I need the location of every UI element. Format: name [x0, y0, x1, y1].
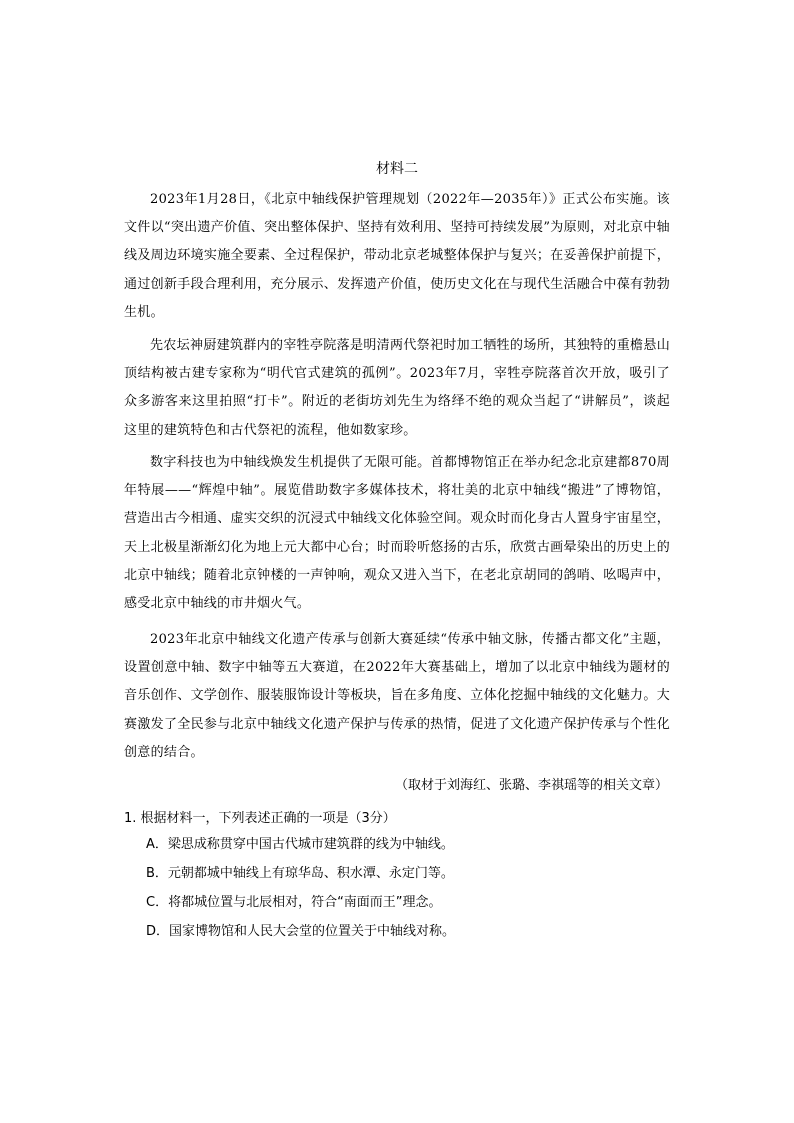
option-a: A．梁思成称贯穿中国古代城市建筑群的线为中轴线。 [146, 837, 454, 852]
material-title: 材料二 [376, 161, 418, 177]
option-c: C．将都城位置与北辰相对，符合“南面而王”理念。 [146, 895, 442, 910]
material-body [124, 186, 670, 327]
option-b: B．元朝都城中轴线上有琼华岛、积水潭、永定门等。 [146, 866, 454, 881]
source-citation: （取材于刘海红、张璐、李祺瑶等的相关文章） [394, 778, 668, 793]
paragraph-2: 先农坛神厨建筑群内的宰牲亭院落是明清两代祭祀时加工牺牲的场所，其独特的重檐悬山顶结构被古建专家称为“明代官式建筑的孤例”。2023年7月，宰牲亭院落首次开放，吸引了众多游客来这里拍照“打卡”。附近的老街坊刘先生为络绎不绝的观众当起了“讲解员”，谈起这里的建筑特色和古代祭祀的流程，他如数家珍。 [124, 338, 670, 438]
material-body-3 [124, 449, 670, 618]
material-body-2 [124, 332, 670, 445]
question-1 [124, 808, 684, 946]
material-body-4 [124, 626, 670, 767]
paragraph-4: 2023年北京中轴线文化遗产传承与创新大赛延续“传承中轴文脉，传播古都文化”主题，设置创意中轴、数字中轴等五大赛道，在2022年大赛基础上，增加了以北京中轴线为题材的音乐创作、文学创作、服装服饰设计等板块，旨在多角度、立体化挖掘中轴线的文化魅力。大赛激发了全民参与北京中轴线文化遗产保护与传承的热情，促进了文化遗产保护传承与个性化创意的结合。 [124, 632, 670, 760]
paragraph-3: 数字科技也为中轴线焕发生机提供了无限可能。首都博物馆正在举办纪念北京建都870周年特展——“辉煌中轴”。展览借助数字多媒体技术，将壮美的北京中轴线“搬进”了博物馆，营造出古今相通、虚实交织的沉浸式中轴线文化体验空间。观众时而化身古人置身宇宙星空，天上北极星渐渐幻化为地上元大都中心台；时而聆听悠扬的古乐，欣赏古画晕染出的历史上的北京中轴线；随着北京钟楼的一声钟响，观众又进入当下，在老北京胡同的鸽哨、吆喝声中，感受北京中轴线的市井烟火气。 [124, 455, 670, 612]
option-d: D．国家博物馆和人民大会堂的位置关于中轴线对称。 [146, 924, 456, 939]
question-stem: 1. 根据材料一，下列表述正确的一项是（3分） [124, 811, 396, 826]
paragraph-1: 2023年1月28日，《北京中轴线保护管理规划（2022年—2035年）》正式公布实施。该文件以“突出遗产价值、突出整体保护、坚持有效利用、坚持可持续发展”为原则，对北京中轴线及周边环境实施全要素、全过程保护，带动北京老城整体保护与复兴；在妥善保护前提下，通过创新手段合理利用，充分展示、发挥遗产价值，使历史文化在与现代生活融合中葆有勃勃生机。 [124, 192, 670, 320]
